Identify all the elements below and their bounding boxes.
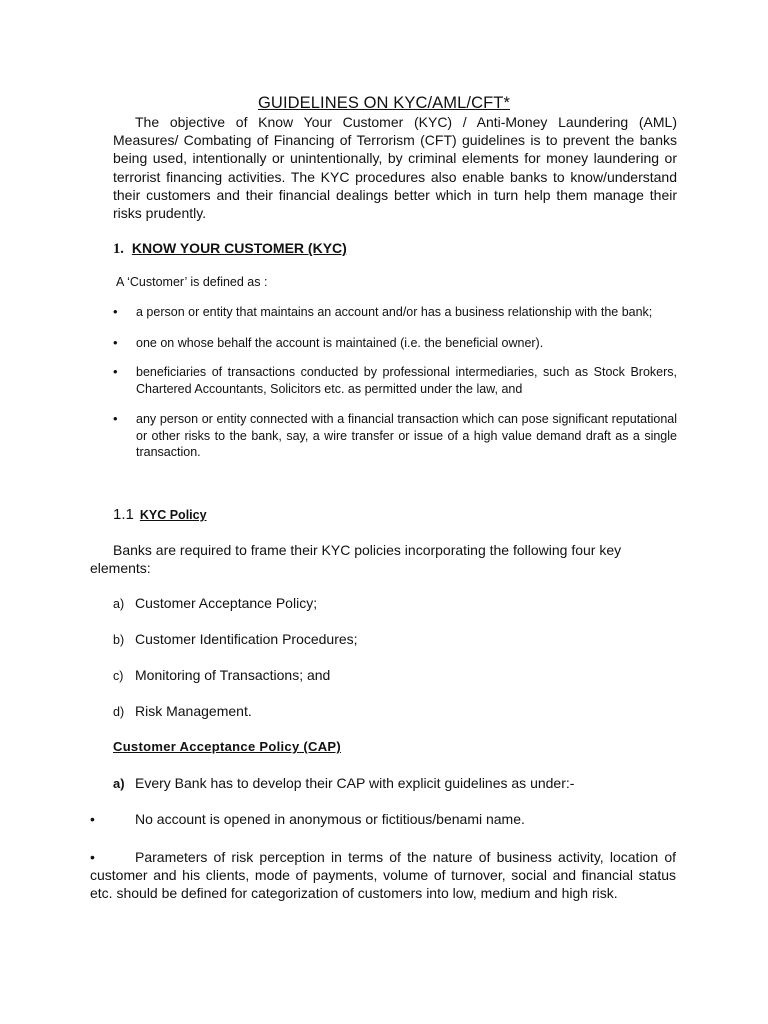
list-letter: b) [113,633,125,647]
cap-heading: Customer Acceptance Policy (CAP) [113,739,342,754]
bullet-icon: • [113,304,118,319]
list-item [113,702,358,738]
list-item [113,666,358,702]
list-item [113,411,677,461]
bullet-icon: • [113,364,118,379]
list-item-text: Customer Acceptance Policy; [135,595,318,611]
kyc-policy-paragraph [90,541,676,577]
section-1-heading [113,240,347,258]
intro-paragraph [113,113,677,222]
section-1-title: KNOW YOUR CUSTOMER (KYC) [131,240,347,256]
list-item [113,594,358,630]
list-letter: d) [113,705,125,719]
cap-bullet-text: No account is opened in anonymous or fictitious/benami name. [135,811,525,827]
list-letter: c) [113,669,124,683]
list-item-text: one on whose behalf the account is maintained (i.e. the beneficial owner). [136,335,544,350]
list-item-text: Customer Identification Procedures; [135,631,358,647]
bullet-icon: • [113,411,118,426]
list-item-text: any person or entity connected with a financial transaction which can pose significant reputational or other risks to the bank, say, a wire transfer or issue of a high value demand draft as a single transaction. [136,412,677,459]
document-title: GUIDELINES ON KYC/AML/CFT* [258,94,510,112]
customer-definition-intro: A ‘Customer’ is defined as : [116,275,268,289]
kyc-policy-text: Banks are required to frame their KYC policies incorporating the following four key elements: [90,542,622,576]
cap-bullet-text: Parameters of risk perception in terms of the nature of business activity, location of customer and his clients, mode of payments, volume of turnover, social and financial status etc. should be defined for categorization of customers into low, medium and high risk. [90,849,676,901]
section-1-1-heading [113,506,207,524]
customer-definition-list [113,304,677,461]
list-item [113,335,677,352]
cap-bullet [90,811,525,827]
bullet-icon: • [90,849,95,865]
key-elements-list [113,594,358,738]
list-item-text: Risk Management. [135,703,252,719]
list-item [113,304,677,321]
intro-text: The objective of Know Your Customer (KYC) / Anti-Money Laundering (AML) Measures/ Combating of Financing of Terrorism (CFT) guidelines is to prevent the banks being used, intentionally or unintentionally, by criminal elements for money laundering or terrorist financing activities. The KYC procedures also enable banks to know/understand their customers and their financial dealings better which in turn help them manage their risks prudently. [113,114,677,222]
list-item [113,364,677,397]
list-letter: a) [113,776,125,791]
list-item-text: beneficiaries of transactions conducted by professional intermediaries, such as Stock Brokers, Chartered Accountants, Solicitors etc. as permitted under the law, and [136,365,677,396]
list-item-text: a person or entity that maintains an account and/or has a business relationship with the bank; [136,305,653,319]
bullet-icon: • [90,811,95,827]
bullet-icon: • [113,334,118,350]
list-item [113,630,358,666]
cap-item-text: Every Bank has to develop their CAP with explicit guidelines as under:- [135,775,575,791]
cap-item-a [113,775,574,791]
section-1-1-title: KYC Policy [139,508,207,522]
section-1-number: 1. [113,241,124,257]
list-letter: a) [113,597,125,611]
section-1-1-number: 1.1 [113,506,134,523]
list-item-text: Monitoring of Transactions; and [135,667,331,683]
cap-bullet [90,848,676,902]
